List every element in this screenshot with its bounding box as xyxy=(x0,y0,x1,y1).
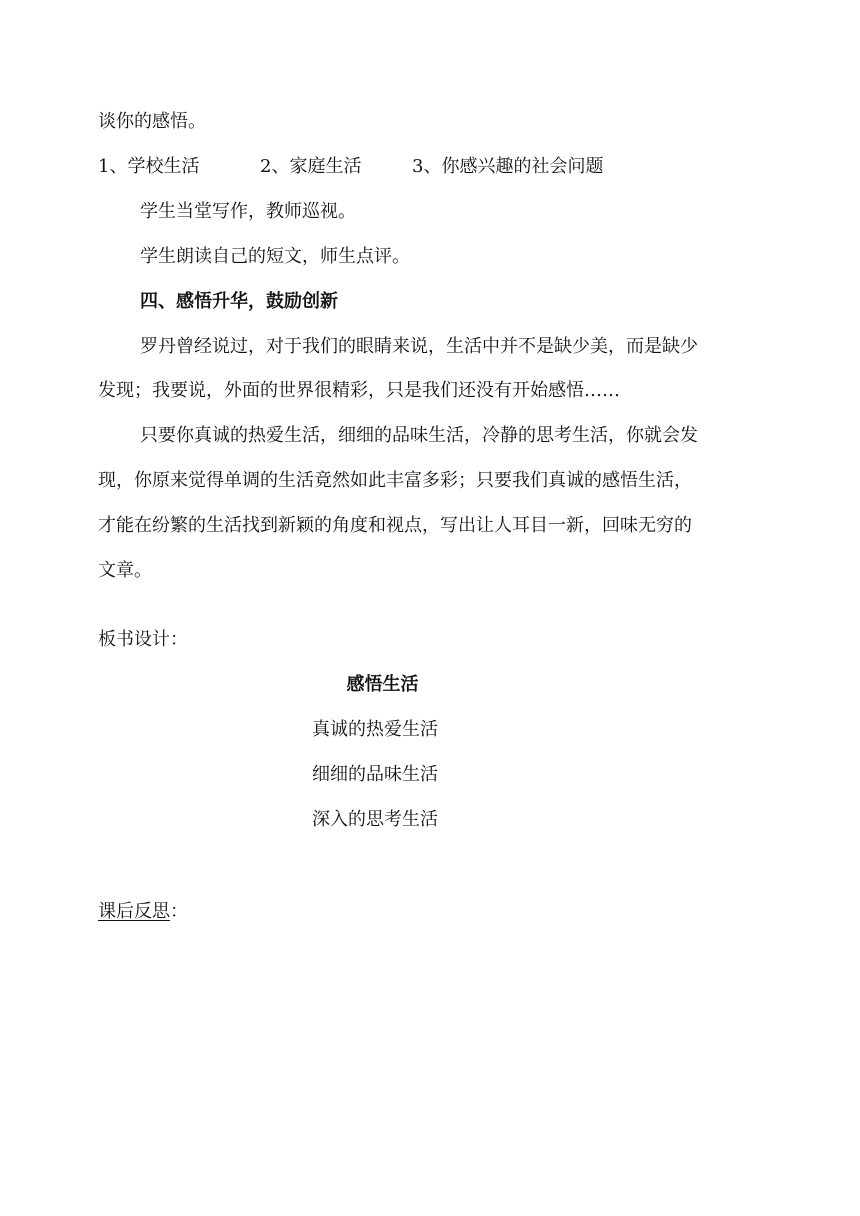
activity-writing: 学生当堂写作，教师巡视。 xyxy=(140,201,356,222)
board-item-love: 真诚的热爱生活 xyxy=(312,719,438,740)
reflection-label: 课后反思 xyxy=(98,901,170,922)
paragraph-2-line-3: 才能在纷繁的生活找到新颖的角度和视点，写出让人耳目一新，回味无穷的 xyxy=(98,515,692,536)
topic-item-social: 3、你感兴趣的社会问题 xyxy=(412,156,604,177)
reflection-heading xyxy=(98,900,188,924)
board-design-label: 板书设计： xyxy=(98,629,188,650)
paragraph-2-line-4: 文章。 xyxy=(98,560,152,581)
reflection-colon: ： xyxy=(170,901,188,922)
topic-item-family: 2、家庭生活 xyxy=(260,156,362,177)
paragraph-1-line-1: 罗丹曾经说过，对于我们的眼睛来说，生活中并不是缺少美，而是缺少 xyxy=(140,336,698,357)
section-heading: 四、感悟升华，鼓励创新 xyxy=(140,291,338,312)
topic-item-school: 1、学校生活 xyxy=(98,156,200,177)
intro-line: 谈你的感悟。 xyxy=(98,111,206,132)
paragraph-2-line-1: 只要你真诚的热爱生活，细细的品味生活，冷静的思考生活，你就会发 xyxy=(140,425,698,446)
board-title: 感悟生活 xyxy=(346,674,419,695)
paragraph-1-line-2: 发现；我要说，外面的世界很精彩，只是我们还没有开始感悟…… xyxy=(98,380,620,401)
board-item-savor: 细细的品味生活 xyxy=(312,764,438,785)
board-item-think: 深入的思考生活 xyxy=(312,809,438,830)
topic-list xyxy=(98,155,698,179)
paragraph-2-line-2: 现，你原来觉得单调的生活竟然如此丰富多彩；只要我们真诚的感悟生活， xyxy=(98,470,692,491)
activity-reading: 学生朗读自己的短文，师生点评。 xyxy=(140,246,410,267)
